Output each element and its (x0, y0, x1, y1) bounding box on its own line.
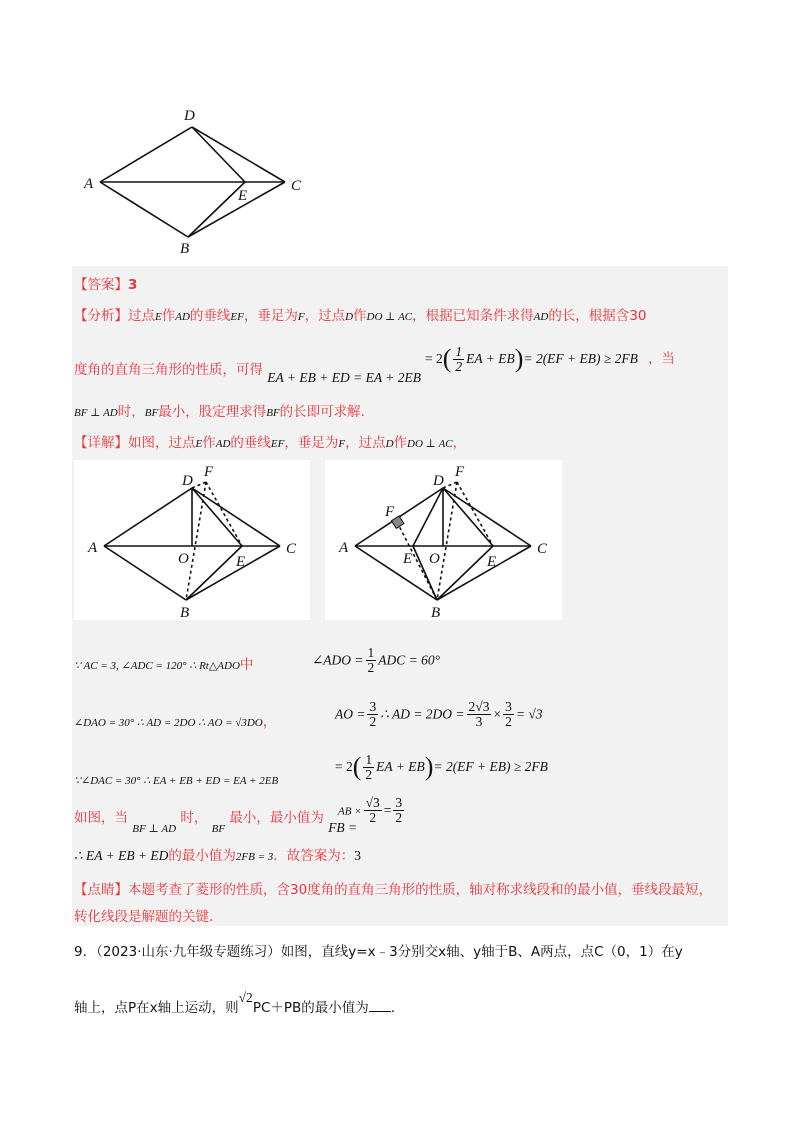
svg-text:E: E (236, 554, 246, 570)
svg-text:C: C (286, 541, 297, 557)
label-B: B (180, 241, 190, 257)
detail-line: 【详解】如图，过点E作AD的垂线EF，垂足为F，过点D作DO ⊥ AC， (74, 435, 467, 451)
svg-text:A: A (339, 540, 349, 556)
svg-text:O: O (429, 551, 440, 567)
step-2: ∠DAO = 30° ∴ AD = 2DO ∴ AO = √3DO， (74, 714, 277, 730)
svg-text:E: E (403, 551, 413, 567)
analysis-eq-right: = 2( $\frac{1}{2}$ EA + EB)= 2(EF + EB) ≥ 2FB ，当 (425, 343, 675, 374)
analysis-line-3: BF ⊥ AD时，BF最小，股定理求得BF的长即可求解. (74, 404, 365, 420)
svg-text:F: F (455, 464, 465, 480)
question-9-line-2: 轴上，点P在x轴上运动，则√2PC＋PB的最小值为 . (74, 990, 396, 1016)
svg-text:F: F (204, 464, 214, 480)
question-9-line-1: 9．（2023·山东·九年级专题练习）如图，直线y=x﹣3分别交x轴、y轴于B、A两点，点C（0，1）在y (74, 944, 683, 960)
label-E: E (238, 188, 248, 204)
analysis-line-1: 【分析】过点E作AD的垂线EF，垂足为F，过点D作DO ⊥ AC，根据已知条件求得AD的长，根据含30 (74, 308, 647, 324)
svg-text:F: F (385, 504, 395, 520)
step-4-eq: AB × $\frac{√3}{2}$ = $\frac{3}{2}$ (338, 795, 403, 825)
figure-rhombus-3 (325, 460, 562, 620)
svg-text:C: C (537, 541, 548, 557)
step-5: ∴ EA + EB + ED的最小值为2FB = 3．故答案为：3 (74, 848, 362, 864)
step-3-eq: = 2( $\frac{1}{2}$ EA + EB)= 2(EF + EB) ≥ 2FB (335, 751, 548, 782)
label-D: D (184, 108, 195, 124)
svg-text:B: B (431, 605, 441, 621)
figure-rhombus-2 (74, 460, 310, 620)
svg-text:B: B (180, 605, 190, 621)
analysis-line-2: 度角的直角三角形的性质，可得 EA + EB + ED = EA + 2EB (74, 362, 421, 385)
step-2-eq: AO = $\frac{3}{2}$ ∴ AD = 2DO = $\frac{2√3}{3}$ × $\frac{3}{2}$ = √3 (335, 699, 543, 729)
step-1-eq: ∠ADO = $\frac{1}{2}$ ADC = 60° (312, 645, 441, 675)
answer-blank[interactable] (369, 1011, 391, 1012)
figure-rhombus-1 (80, 100, 310, 260)
answer-value: 3 (128, 277, 138, 293)
svg-text:O: O (178, 551, 189, 567)
answer-tag: 【答案】 (74, 277, 128, 293)
step-1: ∵ AC = 3, ∠ADC = 120° ∴ Rt△ADO中 (74, 657, 254, 673)
step-3: ∵∠DAC = 30° ∴ EA + EB + ED = EA + 2EB (74, 775, 279, 787)
label-C: C (291, 178, 302, 194)
answer-line (74, 275, 137, 295)
step-4: 如图，当 $_{BF \perp AD}$ 时， $_{BF}$ 最小，最小值为 FB = (74, 810, 358, 835)
comment-line-1: 【点睛】本题考查了菱形的性质，含30度角的直角三角形的性质，轴对称求线段和的最小值，垂线段最短， (74, 882, 713, 898)
svg-text:E: E (487, 554, 497, 570)
svg-text:A: A (88, 540, 98, 556)
rhombus-diagram-2 (74, 460, 310, 620)
label-A: A (84, 176, 94, 192)
comment-line-2: 转化线段是解题的关键. (74, 909, 214, 925)
svg-text:D: D (433, 473, 444, 489)
rhombus-diagram-1 (80, 100, 310, 260)
rhombus-diagram-3 (325, 460, 562, 620)
svg-text:D: D (182, 473, 193, 489)
